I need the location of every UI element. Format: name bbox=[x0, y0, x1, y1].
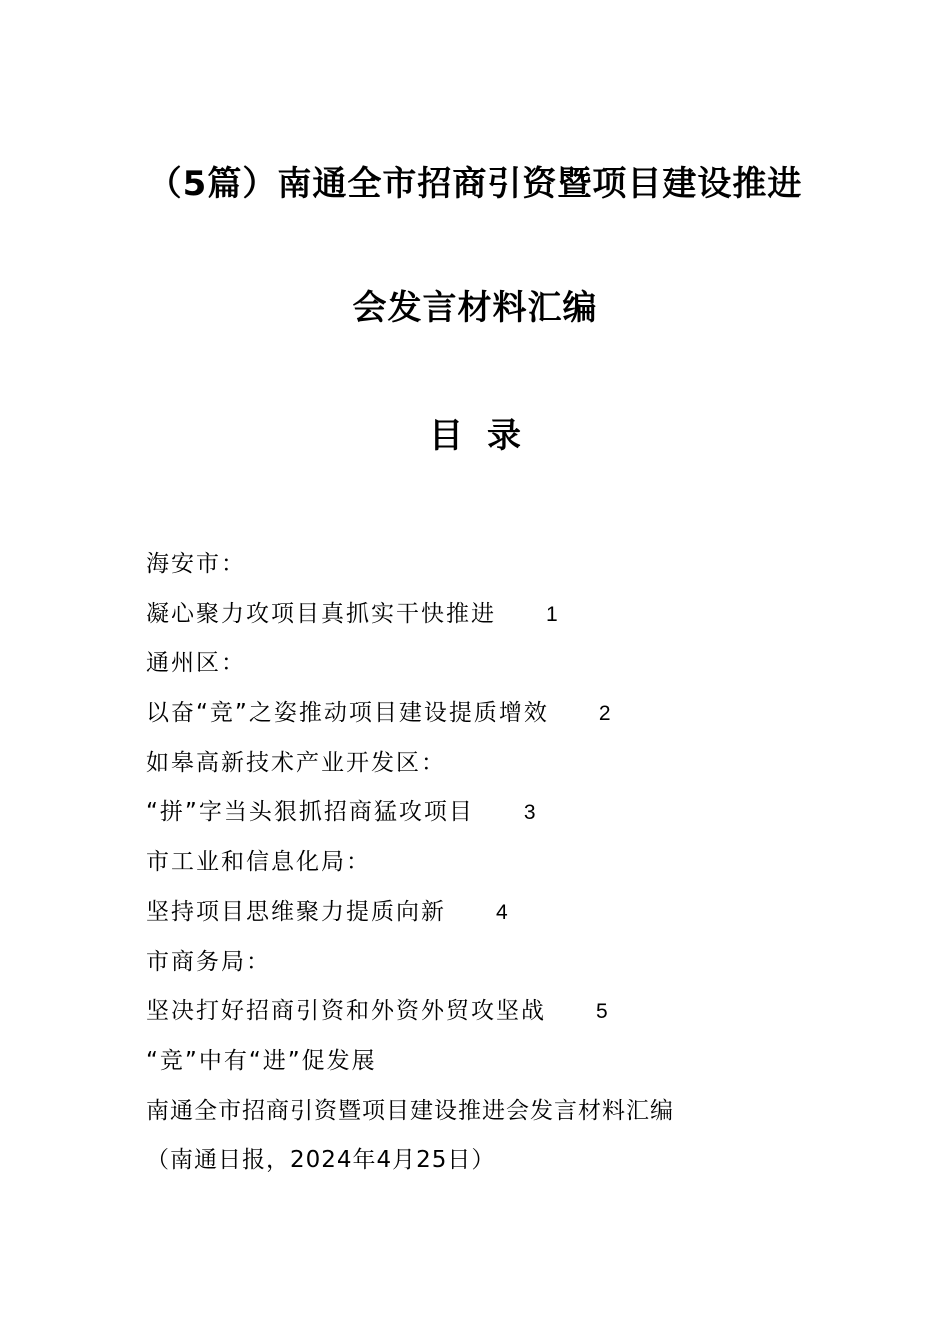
toc-heading: 目录 bbox=[429, 416, 545, 456]
document-title-line-1: （5篇）南通全市招商引资暨项目建设推进 bbox=[147, 164, 803, 204]
toc-source-title: 南通全市招商引资暨项目建设推进会发言材料汇编 bbox=[146, 1097, 674, 1124]
toc-entry-page: 4 bbox=[496, 900, 508, 924]
toc-unit: 通州区： bbox=[146, 650, 246, 677]
toc-entry-page: 1 bbox=[546, 602, 558, 626]
toc-entry-title: 凝心聚力攻项目真抓实干快推进 bbox=[146, 600, 496, 627]
toc-entry[interactable] bbox=[146, 992, 866, 1042]
toc-entry-page: 3 bbox=[523, 801, 536, 825]
toc-unit: 海安市： bbox=[146, 551, 246, 577]
toc-entry[interactable] bbox=[146, 595, 866, 645]
toc-entry-title: “拼”字当头狠抓招商猛攻项目 bbox=[146, 799, 474, 826]
document-title-line-2: 会发言材料汇编 bbox=[352, 288, 598, 328]
table-of-contents bbox=[146, 545, 866, 1191]
toc-entry-title: 以奋“竞”之姿推动项目建设提质增效 bbox=[146, 700, 549, 727]
toc-entry[interactable] bbox=[146, 694, 866, 744]
toc-entry[interactable] bbox=[146, 893, 866, 943]
toc-entry-title: 坚决打好招商引资和外资外贸攻坚战 bbox=[146, 998, 546, 1025]
toc-unit: 市工业和信息化局： bbox=[146, 849, 371, 876]
toc-entry-page: 2 bbox=[598, 702, 611, 726]
toc-entry-page: 5 bbox=[596, 1000, 608, 1024]
toc-unit: 如皋高新技术产业开发区： bbox=[146, 749, 446, 776]
toc-source-citation: （南通日报，2024年4月25日） bbox=[146, 1147, 496, 1174]
toc-entry-title: 坚持项目思维聚力提质向新 bbox=[146, 898, 446, 925]
toc-unit: 市商务局： bbox=[146, 948, 271, 975]
toc-extra-title: “竞”中有“进”促发展 bbox=[146, 1047, 377, 1074]
toc-entry[interactable] bbox=[146, 793, 866, 843]
